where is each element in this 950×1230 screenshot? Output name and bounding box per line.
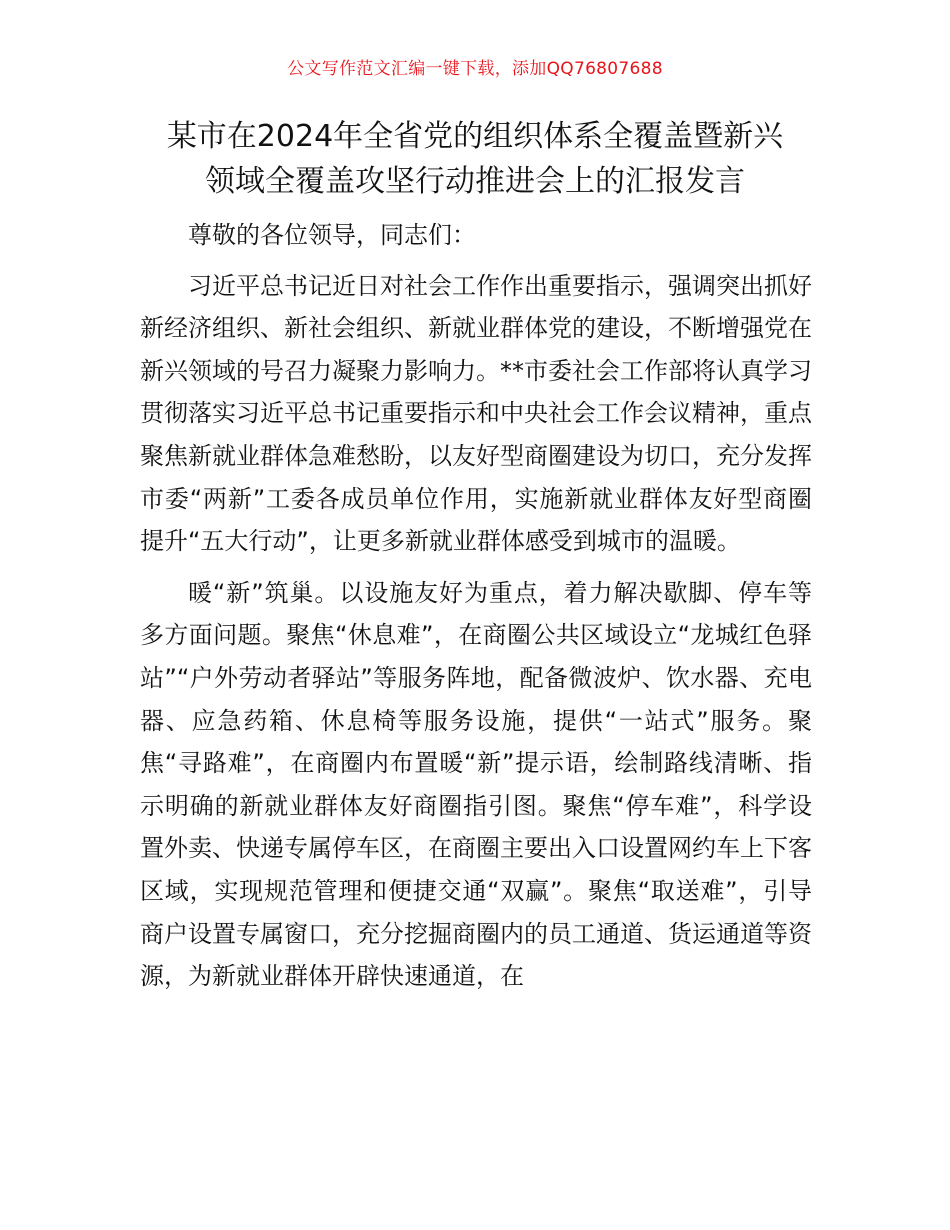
title-line-2: 领域全覆盖攻坚行动推进会上的汇报发言 — [205, 164, 745, 199]
download-banner[interactable]: 公文写作范文汇编一键下载，添加QQ76807688 — [287, 59, 663, 79]
paragraph-intro: 习近平总书记近日对社会工作作出重要指示，强调突出抓好新经济组织、新社会组织、新就业群体党的建设，不断增强党在新兴领域的号召力凝聚力影响力。**市委社会工作部将认真学习贯彻落实习近平总书记重要指示和中央社会工作会议精神，重点聚焦新就业群体急难愁盼，以友好型商圈建设为切口，充分发挥市委“两新”工委各成员单位作用，实施新就业群体友好型商圈提升“五大行动”，让更多新就业群体感受到城市的温暖。 — [140, 271, 812, 556]
paragraph-section-1: 暖“新”筑巢。以设施友好为重点，着力解决歇脚、停车等多方面问题。聚焦“休息难”，在商圈公共区域设立“龙城红色驿站”“户外劳动者驿站”等服务阵地，配备微波炉、饮水器、充电器、应急药箱、休息椅等服务设施，提供“一站式”服务。聚焦“寻路难”，在商圈内布置暖“新”提示语，绘制路线清晰、指示明确的新就业群体友好商圈指引图。聚焦“停车难”，科学设置外卖、快递专属停车区，在商圈主要出入口设置网约车上下客区域，实现规范管理和便捷交通“双赢”。聚焦“取送难”，引导商户设置专属窗口，充分挖掘商圈内的员工通道、货运通道等资源，为新就业群体开辟快速通道，在 — [140, 578, 812, 991]
document-title — [100, 114, 850, 204]
document-body — [140, 214, 812, 1008]
salutation: 尊敬的各位领导，同志们： — [188, 221, 476, 249]
title-line-1: 某市在2024年全省党的组织体系全覆盖暨新兴 — [166, 119, 784, 154]
